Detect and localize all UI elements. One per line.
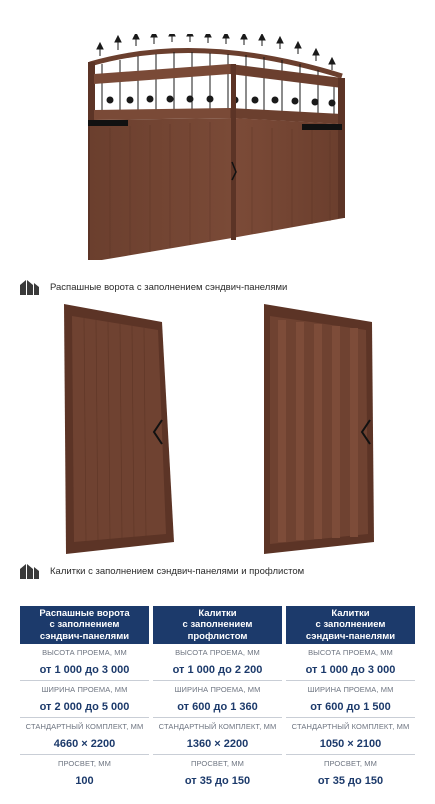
swing-gate-image [80, 34, 350, 260]
spec-value: от 600 до 1 360 [177, 701, 258, 713]
spec-table [20, 606, 416, 791]
wicket-profile-image [262, 302, 376, 554]
wickets-caption-text: Калитки с заполнением сэндвич-панелями и профлистом [50, 565, 305, 577]
spec-label: ВЫСОТА ПРОЕМА, ММ [308, 648, 393, 657]
spec-label: ПРОСВЕТ, ММ [324, 759, 377, 768]
spec-value: 4660 × 2200 [53, 738, 116, 750]
spec-value: 1050 × 2100 [319, 738, 382, 750]
gate-logo-icon [20, 563, 40, 579]
spec-value: от 35 до 150 [317, 775, 384, 787]
spec-value: 1360 × 2200 [186, 738, 249, 750]
spec-label: ШИРИНА ПРОЕМА, ММ [174, 685, 261, 694]
column-header: Калитки с заполнением профлистом [153, 606, 282, 644]
spec-value: от 1 000 до 2 200 [172, 664, 263, 676]
gates-caption-text: Распашные ворота с заполнением сэндвич-панелями [50, 281, 288, 293]
column-header: Калитки с заполнением сэндвич-панелями [286, 606, 415, 644]
spec-value: от 35 до 150 [184, 775, 251, 787]
spec-label: ВЫСОТА ПРОЕМА, ММ [175, 648, 260, 657]
spec-value: от 1 000 до 3 000 [305, 664, 396, 676]
spec-value: 100 [75, 775, 94, 787]
spec-label: ВЫСОТА ПРОЕМА, ММ [42, 648, 127, 657]
spec-label: СТАНДАРТНЫЙ КОМПЛЕКТ, ММ [158, 722, 277, 731]
spec-label: ПРОСВЕТ, ММ [58, 759, 111, 768]
wickets-caption [20, 563, 304, 579]
gates-caption [20, 279, 287, 295]
spec-column-gates [20, 606, 149, 791]
column-header: Распашные ворота с заполнением сэндвич-панелями [20, 606, 149, 644]
spec-label: ПРОСВЕТ, ММ [191, 759, 244, 768]
spec-value: от 1 000 до 3 000 [39, 664, 130, 676]
spec-label: ШИРИНА ПРОЕМА, ММ [307, 685, 394, 694]
spec-label: СТАНДАРТНЫЙ КОМПЛЕКТ, ММ [291, 722, 410, 731]
spec-label: СТАНДАРТНЫЙ КОМПЛЕКТ, ММ [25, 722, 144, 731]
spec-label: ШИРИНА ПРОЕМА, ММ [41, 685, 128, 694]
wicket-sandwich-image [62, 302, 174, 554]
spec-value: от 600 до 1 500 [310, 701, 391, 713]
gate-logo-icon [20, 279, 40, 295]
spec-column-wicket-sandwich [286, 606, 415, 791]
spec-column-wicket-profile [153, 606, 282, 791]
spec-value: от 2 000 до 5 000 [39, 701, 130, 713]
